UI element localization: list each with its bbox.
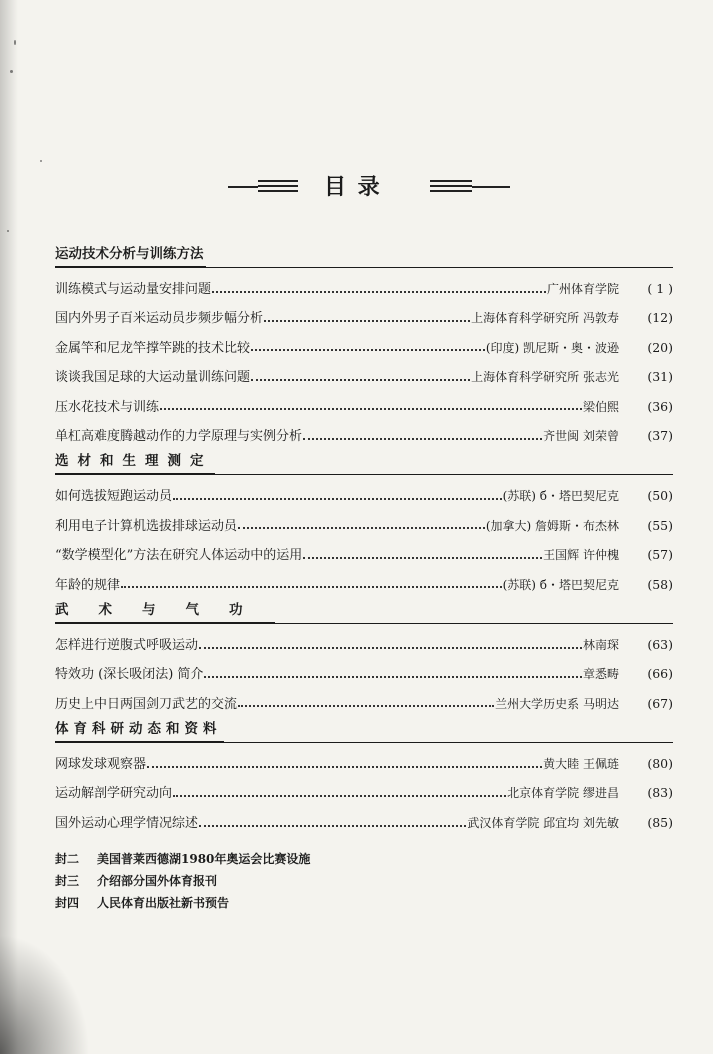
toc-list xyxy=(55,243,673,837)
cover-notes xyxy=(55,848,310,914)
leader-dots xyxy=(251,379,470,381)
leader-dots xyxy=(199,825,466,827)
toc-title xyxy=(0,170,713,206)
toc-entry[interactable] xyxy=(55,540,673,569)
entry-author: 上海体育科学研究所 冯敦寿 xyxy=(471,311,619,326)
entry-title: 利用电子计算机选拔排球运动员 xyxy=(55,518,238,534)
entry-title: 金属竿和尼龙竿撑竿跳的技术比较 xyxy=(55,340,251,356)
scan-speck xyxy=(10,70,13,73)
entry-author: 兰州大学历史系 马明达 xyxy=(495,696,619,711)
leader-dots xyxy=(238,705,494,707)
entry-page: (58) xyxy=(647,576,673,592)
cover-note xyxy=(55,892,310,914)
entry-page: (12) xyxy=(647,310,673,326)
scan-speck xyxy=(14,40,16,45)
toc-entry[interactable] xyxy=(55,274,673,303)
entry-title: 如何选拔短跑运动员 xyxy=(55,489,173,505)
toc-entry[interactable] xyxy=(55,630,673,659)
entry-page: (20) xyxy=(647,339,673,355)
entry-title: 国外运动心理学情况综述 xyxy=(55,815,199,831)
section-selection xyxy=(55,450,673,599)
section-research xyxy=(55,718,673,837)
entry-author: (苏联) б・塔巴契尼克 xyxy=(502,489,619,504)
section-heading: 运动技术分析与训练方法 xyxy=(55,245,206,268)
section-heading: 体育科研动态和资料 xyxy=(55,720,224,743)
entry-page: (85) xyxy=(647,814,673,830)
entry-title: 年龄的规律 xyxy=(55,577,121,593)
entry-page: ( 1 ) xyxy=(647,281,673,296)
leader-dots xyxy=(264,320,470,322)
cover-note-label: 封四 xyxy=(55,896,80,910)
cover-note-text: 人民体育出版社新书预告 xyxy=(97,896,230,910)
leader-dots xyxy=(204,676,582,678)
entry-title: 单杠高难度腾越动作的力学原理与实例分析 xyxy=(55,428,303,444)
entry-title: 历史上中日两国剑刀武艺的交流 xyxy=(55,696,238,712)
toc-entry[interactable] xyxy=(55,808,673,837)
toc-entry[interactable] xyxy=(55,659,673,688)
entry-title: 国内外男子百米运动员步频步幅分析 xyxy=(55,311,264,327)
entry-title: 特效功 (深长吸闭法) 简介 xyxy=(55,667,204,683)
section-martial-arts xyxy=(55,599,673,718)
entry-page: (31) xyxy=(647,369,673,385)
cover-note xyxy=(55,848,310,870)
leader-dots xyxy=(160,408,582,410)
entry-title: “数学模型化”方法在研究人体运动中的运用 xyxy=(55,548,303,564)
entry-page: (63) xyxy=(647,636,673,652)
entry-title: 压水花技术与训练 xyxy=(55,399,160,415)
toc-entry[interactable] xyxy=(55,778,673,807)
entry-page: (80) xyxy=(647,756,673,772)
toc-entry[interactable] xyxy=(55,689,673,718)
cover-note-label: 封二 xyxy=(55,852,80,866)
toc-entry[interactable] xyxy=(55,303,673,332)
cover-note-label: 封三 xyxy=(55,874,80,888)
entry-author: 广州体育学院 xyxy=(546,282,619,296)
entry-author: 梁伯熙 xyxy=(582,399,619,414)
leader-dots xyxy=(147,766,542,768)
entry-title: 网球发球观察器 xyxy=(55,757,147,773)
entry-title: 谈谈我国足球的大运动量训练问题 xyxy=(55,370,251,386)
scan-speck xyxy=(7,230,9,232)
leader-dots xyxy=(238,527,485,529)
entry-title: 运动解剖学研究动向 xyxy=(55,786,173,802)
entry-author: 王国辉 许仲槐 xyxy=(543,548,619,563)
toc-entry[interactable] xyxy=(55,392,673,421)
entry-author: (加拿大) 詹姆斯・布杰林 xyxy=(485,518,619,533)
entry-page: (37) xyxy=(647,427,673,443)
toc-entry[interactable] xyxy=(55,749,673,778)
toc-entry[interactable] xyxy=(55,421,673,450)
toc-entry[interactable] xyxy=(55,481,673,510)
entry-page: (57) xyxy=(647,547,673,563)
entry-page: (36) xyxy=(647,398,673,414)
entry-author: (印度) 凯尼斯・奥・波逊 xyxy=(485,340,619,355)
section-heading: 选材和生理测定 xyxy=(55,452,215,475)
leader-dots xyxy=(121,586,502,588)
entry-author: (苏联) б・塔巴契尼克 xyxy=(502,577,619,592)
leader-dots xyxy=(199,647,582,649)
entry-title: 训练模式与运动量安排问题 xyxy=(55,282,212,297)
entry-page: (55) xyxy=(647,517,673,533)
entry-page: (67) xyxy=(647,695,673,711)
scan-corner-shadow xyxy=(0,934,90,1054)
scan-speck xyxy=(40,160,42,162)
leader-dots xyxy=(251,349,485,351)
entry-author: 北京体育学院 缪进昌 xyxy=(507,786,619,801)
cover-note-text: 介绍部分国外体育报刊 xyxy=(97,874,218,888)
entry-author: 上海体育科学研究所 张志光 xyxy=(471,370,619,385)
entry-author: 齐世闽 刘荣曾 xyxy=(543,428,619,443)
section-heading: 武术与气功 xyxy=(55,601,275,624)
scan-edge-shadow xyxy=(0,0,18,1054)
leader-dots xyxy=(212,291,546,293)
entry-author: 林南琛 xyxy=(582,637,619,652)
entry-page: (50) xyxy=(647,488,673,504)
toc-entry[interactable] xyxy=(55,362,673,391)
leader-dots xyxy=(173,498,502,500)
page-title: 目 录 xyxy=(324,175,382,200)
entry-author: 章悉畴 xyxy=(582,667,619,682)
entry-page: (83) xyxy=(647,785,673,801)
entry-title: 怎样进行逆腹式呼吸运动 xyxy=(55,637,199,653)
leader-dots xyxy=(173,795,506,797)
entry-page: (66) xyxy=(647,666,673,682)
toc-entry[interactable] xyxy=(55,570,673,599)
toc-entry[interactable] xyxy=(55,333,673,362)
toc-entry[interactable] xyxy=(55,511,673,540)
section-technique xyxy=(55,243,673,450)
cover-note-text: 美国普莱西德湖1980年奥运会比赛设施 xyxy=(97,852,311,866)
leader-dots xyxy=(303,438,542,440)
title-rule-left xyxy=(228,180,298,194)
cover-note xyxy=(55,870,310,892)
leader-dots xyxy=(303,557,542,559)
title-rule-right xyxy=(430,180,510,194)
entry-author: 武汉体育学院 邱宜均 刘先敏 xyxy=(467,815,619,830)
entry-author: 黄大睦 王佩琏 xyxy=(543,757,619,772)
